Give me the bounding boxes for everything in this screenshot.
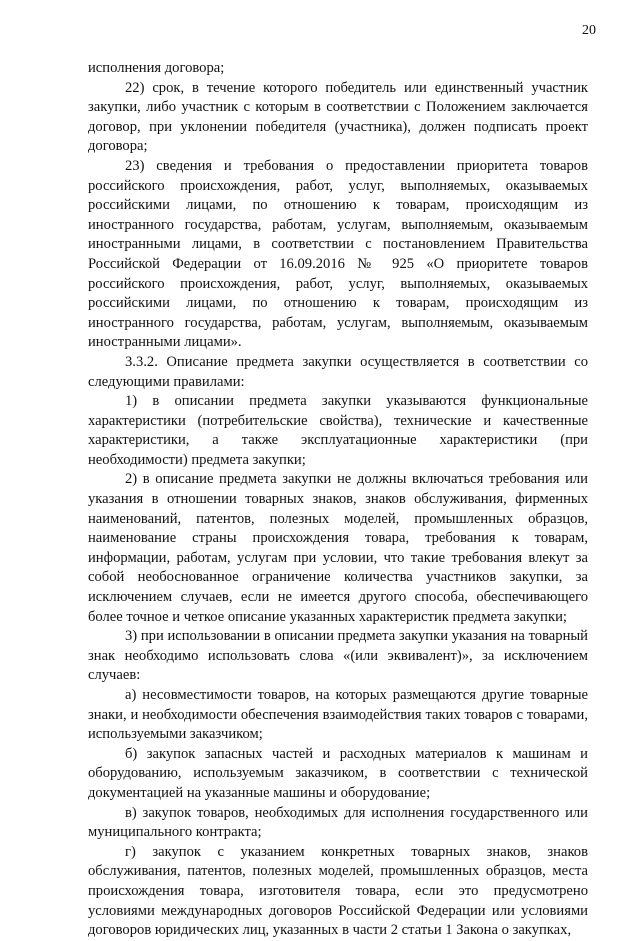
paragraph-continuation: исполнения договора; — [88, 60, 225, 76]
paragraph-case-a: а) несовместимости товаров, на которых размещаются другие товарные знаки, и необходимости обеспечения взаимодействия таких товаров с товарами, используемыми заказчиком; — [88, 687, 588, 743]
page-number: 20 — [582, 23, 596, 38]
paragraph-item-23: 23) сведения и требования о предоставлении приоритета товаров российского происхождения, работ, услуг, выполняемых, оказываемых российскими лицами, по отношению к товарам, происходящим из иностранного государства, работам, услугам, выполняемым, оказываемым иностранными лицами, в соответствии с постановлением Правительства Российской Федерации от 16.09.2016 № 925 «О приоритете товаров российского происхождения, работ, услуг, выполняемых, оказываемых российскими лицами, по отношению к товарам, происходящим из иностранного государства, работам, услугам, выполняемым, оказываемым иностранными лицами». — [88, 157, 588, 351]
paragraph-item-22: 22) срок, в течение которого победитель или единственный участник закупки, либо участник с которым в соответствии с Положением заключается договор, при уклонении победителя (участника), должен подписать проект договора; — [88, 79, 588, 155]
paragraph-rule-1: 1) в описании предмета закупки указываются функциональные характеристики (потребительские свойства), технические и качественные характеристики, а также эксплуатационные характеристики (при необходимости) предмета закупки; — [88, 393, 588, 468]
document-body — [88, 59, 588, 941]
paragraph-case-b: б) закупок запасных частей и расходных материалов к машинам и оборудованию, используемым заказчиком, в соответствии с технической документацией на указанные машины и оборудование; — [88, 745, 588, 801]
paragraph-case-g: г) закупок с указанием конкретных товарных знаков, знаков обслуживания, патентов, полезных моделей, промышленных образцов, места происхождения товара, изготовителя товара, если это предусмотрено условиями международных договоров Российской Федерации или условиями договоров юридических лиц, указанных в части 2 статьи 1 Закона о закупках, — [88, 843, 588, 939]
paragraph-case-v: в) закупок товаров, необходимых для исполнения государственного или муниципального контракта; — [88, 804, 588, 841]
paragraph-rule-3: 3) при использовании в описании предмета закупки указания на товарный знак необходимо использовать слова «(или эквивалент)», за исключением случаев: — [88, 628, 588, 684]
paragraph-rule-2: 2) в описание предмета закупки не должны включаться требования или указания в отношении товарных знаков, знаков обслуживания, фирменных наименований, патентов, полезных моделей, промышленных образцов, наименование страны происхождения товара, требования к товарам, информации, работам, услугам при условии, что такие требования влекут за собой необоснованное ограничение количества участников закупки, за исключением случаев, если не имеется другого способа, обеспечивающего более точное и четкое описание указанных характеристик предмета закупки; — [88, 471, 588, 625]
paragraph-section-3-3-2: 3.3.2. Описание предмета закупки осуществляется в соответствии со следующими правилами: — [88, 353, 588, 390]
